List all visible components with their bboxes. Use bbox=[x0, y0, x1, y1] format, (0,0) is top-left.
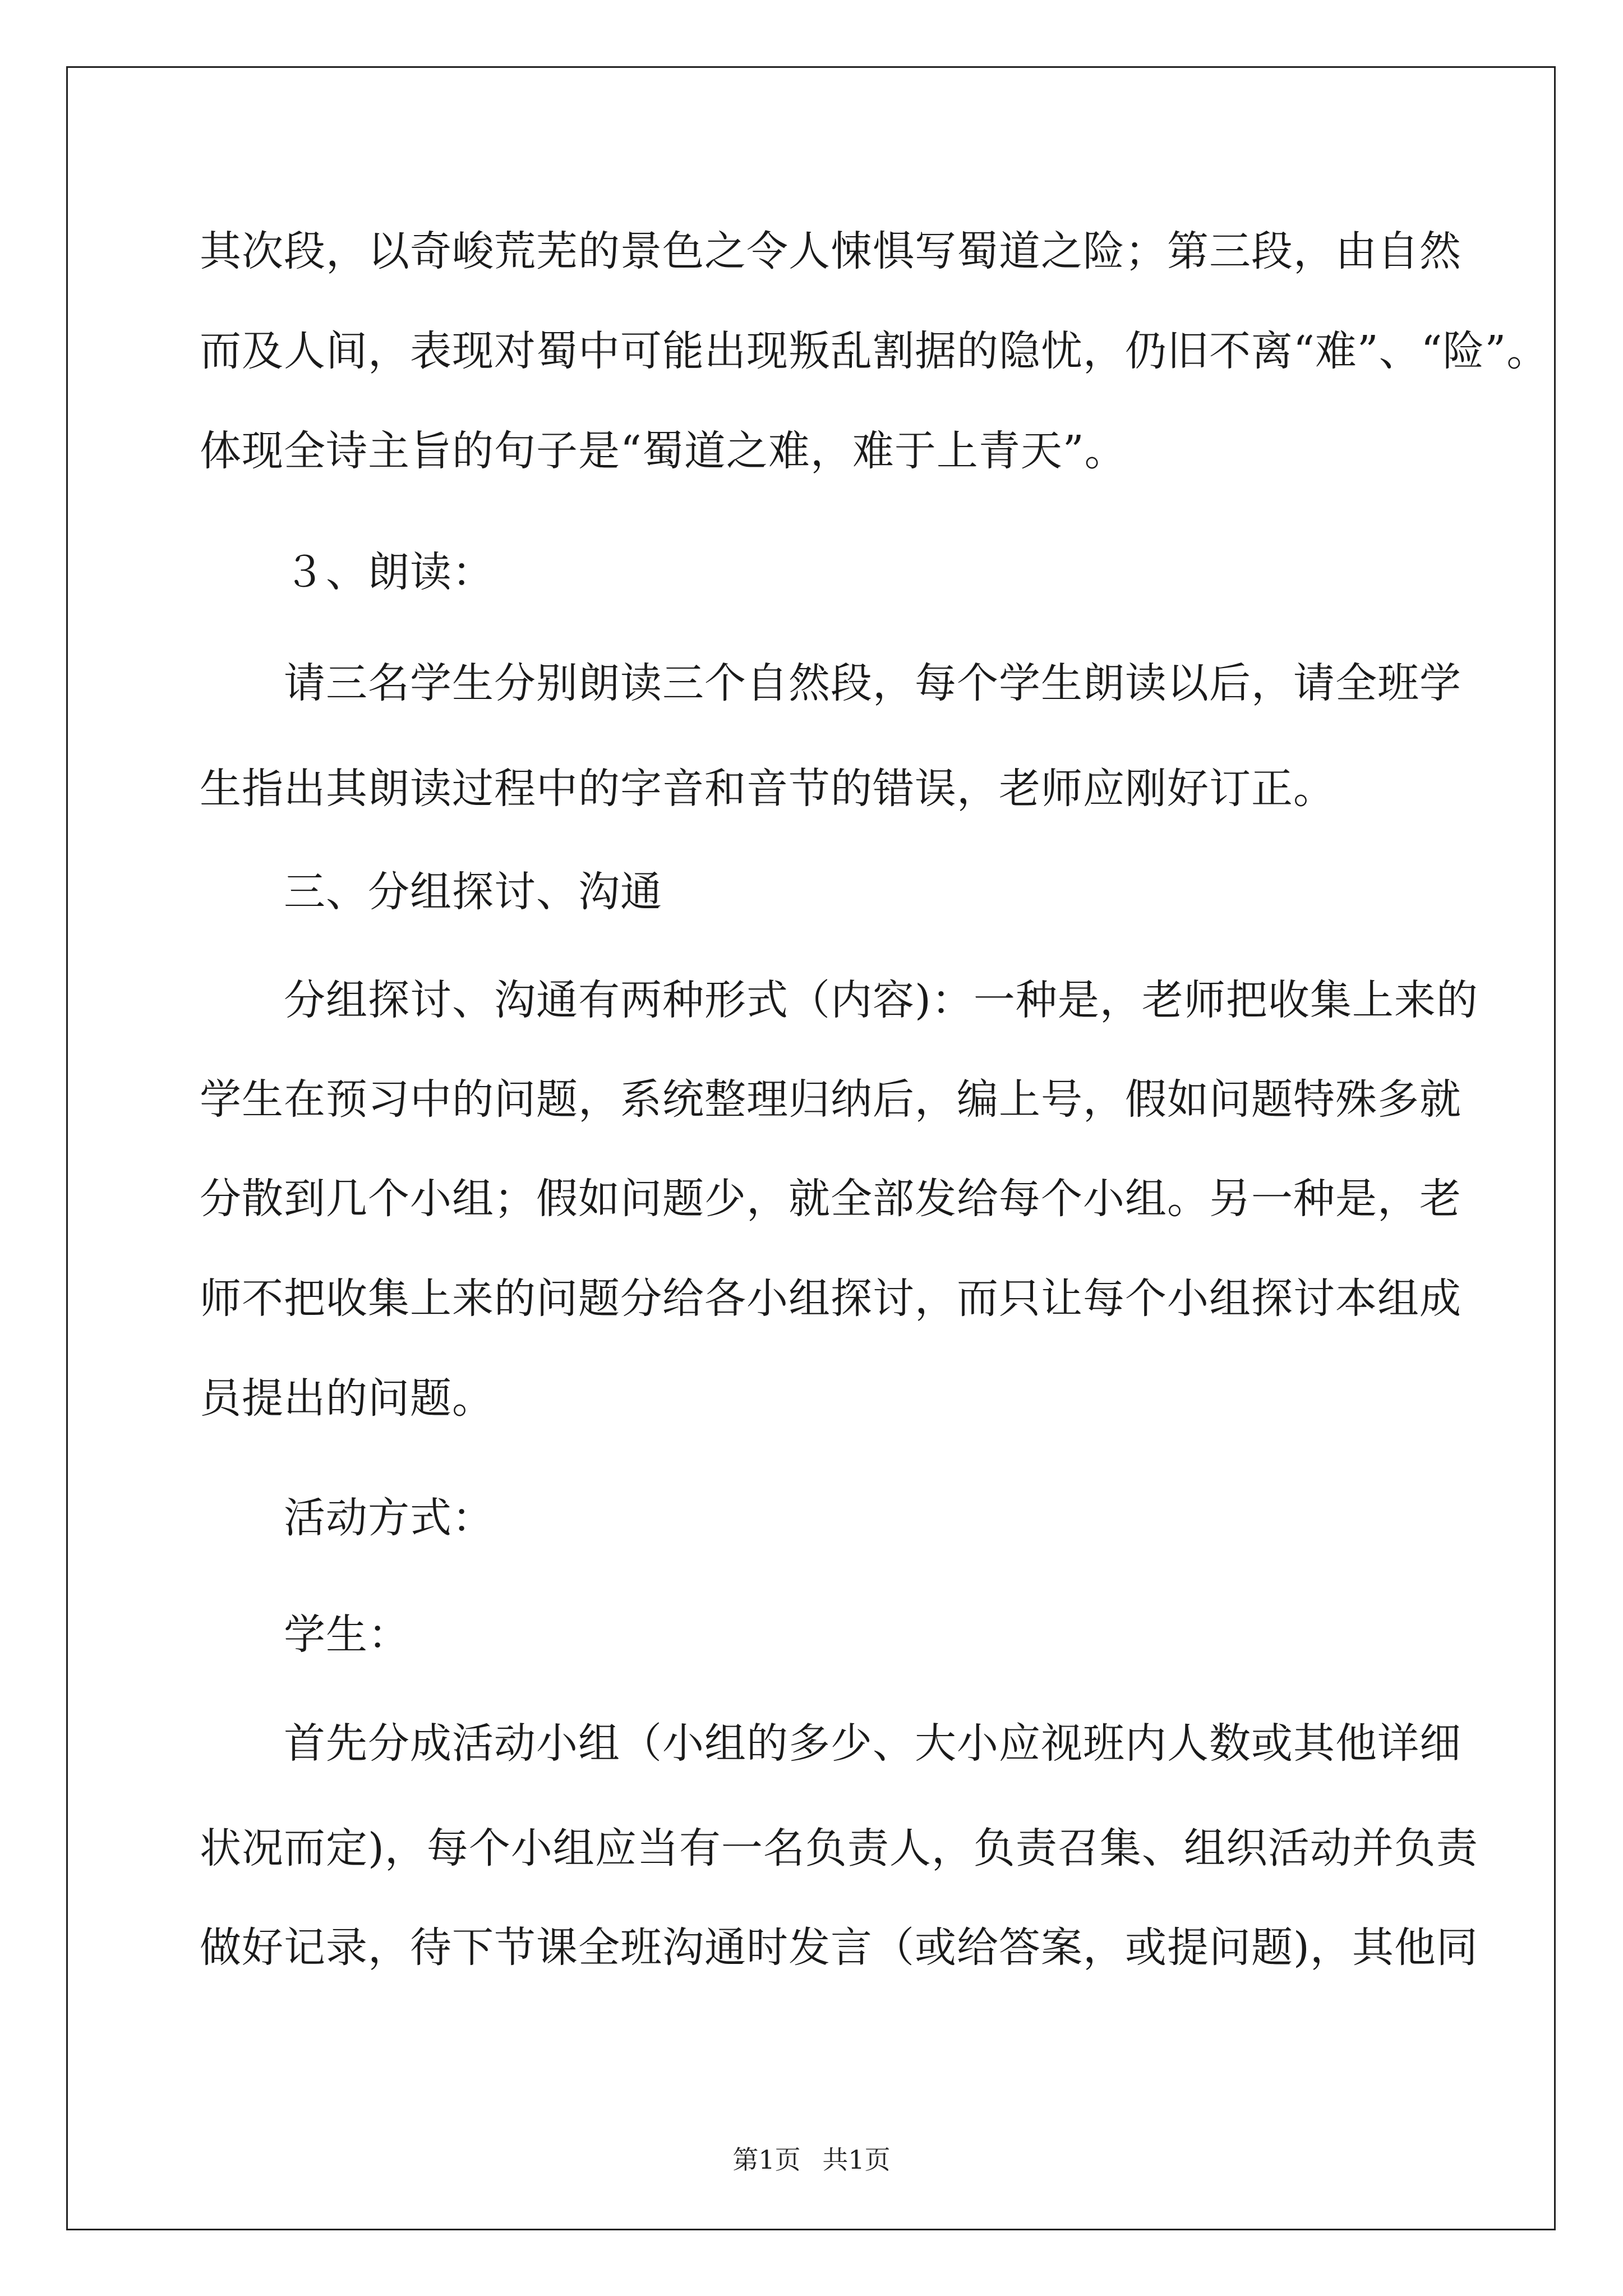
section-heading: 三、分组探讨、沟通 bbox=[284, 868, 662, 916]
text-line-11: 师不把收集上来的问题分给各小组探讨，而只让每个小组探讨本组成 bbox=[200, 1274, 1461, 1323]
text-line-17: 做好记录，待下节课全班沟通时发言（或给答案，或提问题)，其他同 bbox=[200, 1924, 1478, 1972]
text-line-4: ３、朗读： bbox=[284, 548, 494, 596]
page-border bbox=[66, 66, 1556, 2230]
text-line-14: 学生： bbox=[284, 1611, 410, 1659]
page-footer bbox=[0, 2143, 1623, 2177]
text-line-3: 体现全诗主旨的句子是“蜀道之难，难于上青天”。 bbox=[200, 427, 1127, 475]
text-line-2: 而及人间，表现对蜀中可能出现叛乱割据的隐忧，仍旧不离“难”、“险”。 bbox=[200, 327, 1549, 375]
text-line-13: 活动方式： bbox=[284, 1494, 494, 1542]
text-line-6: 生指出其朗读过程中的字音和音节的错误，老师应刚好订正。 bbox=[200, 765, 1335, 813]
text-line-8: 分组探讨、沟通有两种形式（内容)：一种是，老师把收集上来的 bbox=[284, 976, 1478, 1024]
text-line-15: 首先分成活动小组（小组的多少、大小应视班内人数或其他详细 bbox=[284, 1719, 1461, 1768]
page-number: 第1页 bbox=[732, 2145, 801, 2175]
text-line-10: 分散到几个小组；假如问题少，就全部发给每个小组。另一种是，老 bbox=[200, 1175, 1461, 1223]
text-line-9: 学生在预习中的问题，系统整理归纳后，编上号，假如问题特殊多就 bbox=[200, 1075, 1461, 1124]
text-line-12: 员提出的问题。 bbox=[200, 1374, 494, 1423]
text-line-5: 请三名学生分别朗读三个自然段，每个学生朗读以后，请全班学 bbox=[284, 659, 1461, 707]
text-line-1: 其次段，以奇峻荒芜的景色之令人悚惧写蜀道之险；第三段，由自然 bbox=[200, 227, 1461, 275]
text-line-16: 状况而定)，每个小组应当有一名负责人，负责召集、组织活动并负责 bbox=[200, 1824, 1478, 1872]
page-total: 共1页 bbox=[822, 2145, 891, 2175]
